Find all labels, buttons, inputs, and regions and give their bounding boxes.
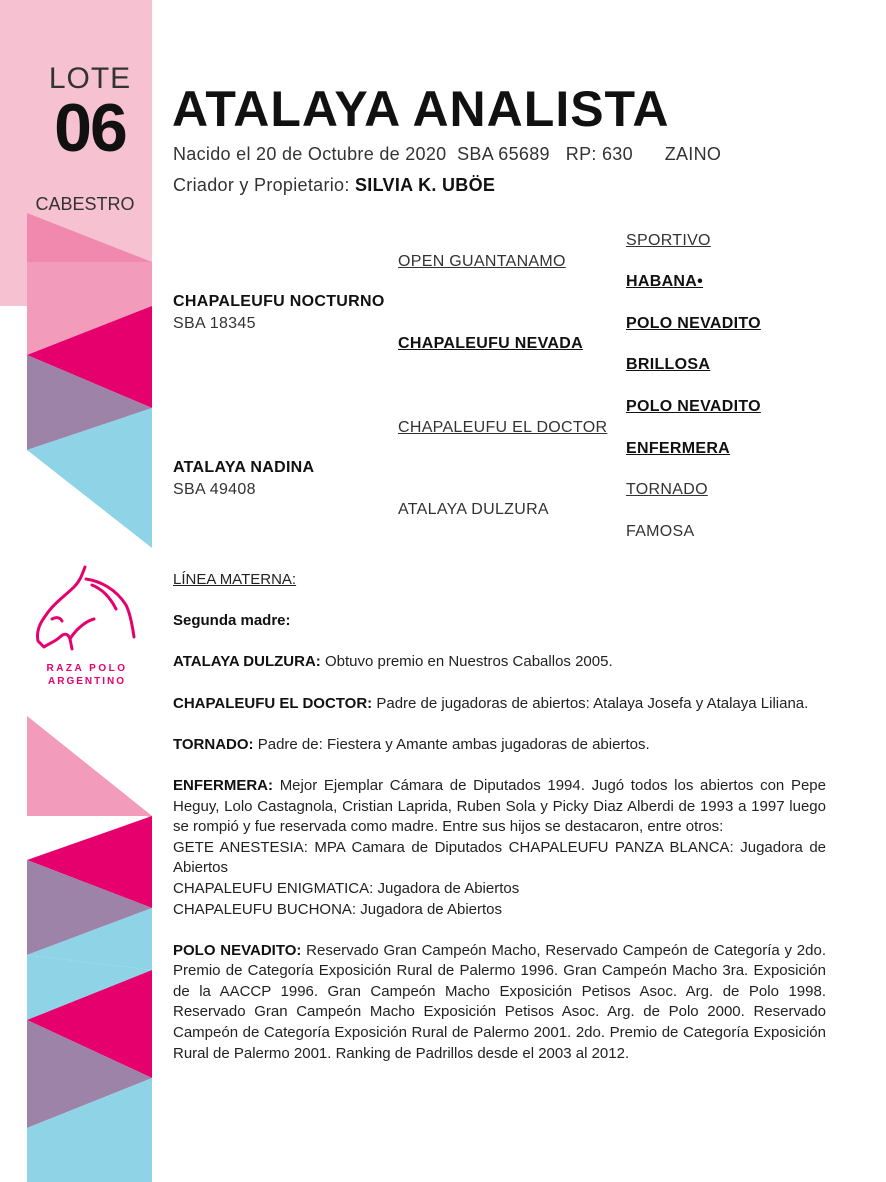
- dam-name: ATALAYA NADINA: [173, 459, 315, 476]
- dam-reg: SBA 49408: [173, 481, 256, 498]
- lote-label: LOTE: [48, 62, 132, 95]
- entry-name: CHAPALEUFU EL DOCTOR:: [173, 694, 373, 712]
- horse-info: Nacido el 20 de Octubre de 2020 SBA 65689 RP: 630 ZAINO: [173, 144, 722, 164]
- sire-dam: CHAPALEUFU NEVADA: [398, 335, 583, 352]
- maternal-heading: LÍNEA MATERNA:: [173, 571, 297, 588]
- gen3-3: POLO NEVADITO: [626, 315, 761, 332]
- lote-block: [26, 62, 154, 166]
- breeder-name: SILVIA K. UBÖE: [354, 175, 496, 195]
- maternal-line-section: [173, 570, 826, 1085]
- offspring-line: CHAPALEUFU ENIGMATICA: Jugadora de Abiertos: [173, 879, 520, 897]
- entry-text: Mejor Ejemplar Cámara de Diputados 1994. Jugó todos los abiertos con Pepe Heguy, Lolo Castagnola, Cristian Laprida, Ruben Sola y Picky Diaz Alberdi de 1993 a 1997 luego se rompió y fue reservada como madre. Entre sus hijos se destacaron, entre otros:: [173, 776, 826, 836]
- lote-category: CABESTRO: [35, 194, 135, 214]
- entry-name: ATALAYA DULZURA:: [173, 653, 321, 671]
- gen3-8: FAMOSA: [626, 523, 695, 540]
- entry-name: POLO NEVADITO:: [173, 941, 302, 959]
- offspring-line: CHAPALEUFU BUCHONA: Jugadora de Abiertos: [173, 900, 503, 918]
- gen3-1: SPORTIVO: [626, 232, 711, 249]
- logo-line2: ARGENTINO: [48, 676, 126, 687]
- entry-tornado: [173, 735, 826, 756]
- sire-sire: OPEN GUANTANAMO: [398, 253, 566, 270]
- gen3-4: BRILLOSA: [626, 356, 711, 373]
- entry-text: Obtuvo premio en Nuestros Caballos 2005.: [324, 653, 613, 671]
- entry-text: Padre de jugadoras de abiertos: Atalaya Josefa y Atalaya Liliana.: [376, 694, 809, 712]
- dam-dam: ATALAYA DULZURA: [398, 501, 549, 518]
- sire-name: CHAPALEUFU NOCTURNO: [173, 293, 385, 310]
- entry-text: Padre de: Fiestera y Amante ambas jugadoras de abiertos.: [257, 735, 650, 753]
- horse-name: ATALAYA ANALISTA: [172, 81, 670, 137]
- entry-chapaleufu-el-doctor: [173, 694, 826, 715]
- dam-sire: CHAPALEUFU EL DOCTOR: [398, 419, 608, 436]
- sire-reg: SBA 18345: [173, 315, 256, 332]
- gen3-6: ENFERMERA: [626, 440, 731, 457]
- entry-name: TORNADO:: [173, 735, 254, 753]
- entry-enfermera: [173, 776, 826, 920]
- entry-name: ENFERMERA:: [173, 776, 273, 794]
- gen3-2: HABANA•: [626, 273, 704, 290]
- raza-polo-argentino-logo: [30, 563, 145, 687]
- entry-text: Reservado Gran Campeón Macho, Reservado Campeón de Categoría y 2do. Premio de Categoría Exposición Rural de Palermo 1996. Gran Campeón Macho 3ra. Exposición de la AACCP 1996. Gran Campeón Macho Exposición Petisos Asoc. Arg. de Polo 1998. Reservado Gran Campeón Macho Exposición Petisos Asoc. Arg. de Polo 2000. Reservado Campeón de Categoría Exposición Rural de Palermo 2001. 2do. Premio de Categoría Exposición Rural de Palermo 2001. Ranking de Padrillos desde el 2003 al 2012.: [173, 941, 826, 1062]
- entry-polo-nevadito: [173, 941, 826, 1065]
- second-dam-label: Segunda madre:: [173, 612, 291, 630]
- offspring-line: GETE ANESTESIA: MPA Camara de Diputados CHAPALEUFU PANZA BLANCA: Jugadora de Abiertos: [173, 838, 826, 877]
- band-shape: [0, 262, 27, 306]
- entry-atalaya-dulzura: [173, 652, 826, 673]
- logo-line1: RAZA POLO: [46, 663, 128, 674]
- breeder-label: Criador y Propietario:: [173, 175, 350, 195]
- gen3-5: POLO NEVADITO: [626, 398, 761, 415]
- horse-head-icon: [37, 567, 134, 649]
- breeder-line: [173, 175, 495, 196]
- lote-number: 06: [54, 90, 126, 166]
- gen3-7: TORNADO: [626, 481, 708, 498]
